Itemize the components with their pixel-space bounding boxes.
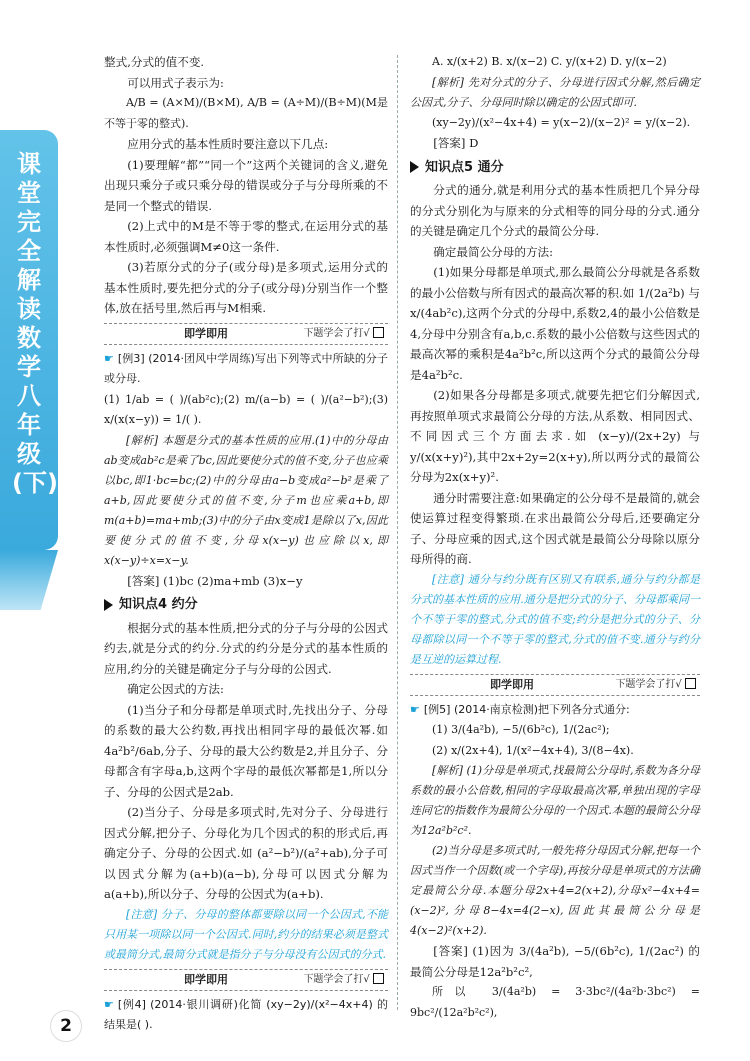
knowledge-point-4 xyxy=(104,595,388,616)
example-4 xyxy=(104,995,388,1036)
text: (1)当分子和分母都是单项式时,先找出分子、分母的系数的最大公约数,再找出相同字母的最低次幂.如 4a²b²/6ab,分子、分母的最大公约数是2,并且分子、分母都含有字母a,b,这两个字母的最低次幂都是1,所以分子、分母的公因式是2ab. xyxy=(104,702,388,799)
triangle-icon xyxy=(410,161,419,173)
text: 应用分式的基本性质时要注意以下几点: xyxy=(127,137,329,151)
bar-hint-text: 下题学会了打√ xyxy=(303,327,370,339)
example-3-analysis: [解析] 本题是分式的基本性质的应用.(1)中的分母由ab变成ab²c是乘了bc,因此要使分式的值不变,分子也应乘以bc,即1·bc=bc;(2)中的分母由a−b变成a²−b²是乘了a+b,因此要使分式的值不变,分子m也应乘a+b,即m(a+b)=ma+mb;(3)中的分子由x变成1是除以了x,因此要使分式的值不变,分母x(x−y)也应除以x,即x(x−y)÷x=x−y. xyxy=(104,433,388,567)
checkbox-icon[interactable] xyxy=(685,678,696,689)
text: 通分时需要注意:如果确定的公分母不是最简的,就会使运算过程变得繁琐.在求出最简公分母后,还要确定分子、分母应乘的因式,这个因式就是最简公分母除以原分母所得的商. xyxy=(410,490,700,566)
example-3 xyxy=(104,349,388,390)
knowledge-point-5 xyxy=(410,158,700,179)
example-5-analysis-2: (2)当分母是多项式时,一般先将分母因式分解,把每一个因式当作一个因数(或一个字母),再按分母是单项式的方法确定最简公分母.本题分母2x+4=2(x+2),分母x²−4x+4=(x−2)²,分母8−4x=4(2−x),因此其最简公分母是4(x−2)²(x+2). xyxy=(410,844,700,937)
bar-hint-text: 下题学会了打√ xyxy=(615,678,682,690)
example-5 xyxy=(410,700,700,721)
text: (2)如果各分母都是多项式,就要先把它们分解因式,再按照单项式求最简公分母的方法,从系数、相同因式、不同因式三个方面去求.如 (x−y)/(2x+2y) 与 y/(x(x+y)²),其中2x+2y=2(x+y),所以两分式的最简公分母为2x(x+y)². xyxy=(410,388,700,484)
example-3-answer: [答案] (1)bc (2)ma+mb (3)x−y xyxy=(127,573,303,588)
bar-label: 即学即用 xyxy=(490,677,534,691)
right-column xyxy=(410,52,700,1023)
example-4-answer: [答案] D xyxy=(433,136,479,150)
bar-hint xyxy=(303,324,384,344)
sidebar xyxy=(0,0,62,1061)
pointer-icon: ☛ xyxy=(104,351,114,365)
bar-hint-text: 下题学会了打√ xyxy=(303,973,370,985)
text: 整式,分式的值不变. xyxy=(104,55,205,69)
text: 根据分式的基本性质,把分式的分子与分母的公因式约去,就是分式的约分.分式的约分是分式的基本性质的应用,约分的关键是确定分子与分母的公因式. xyxy=(104,620,388,676)
sidebar-title: 课堂完全解读 数学 八年级(下) xyxy=(12,150,58,497)
checkbox-icon[interactable] xyxy=(373,327,384,338)
pointer-icon: ☛ xyxy=(410,702,420,716)
bar-hint xyxy=(303,970,384,990)
example-4-title: [例4] (2014·银川调研)化简 (xy−2y)/(x²−4x+4) 的结果是( ). xyxy=(104,997,388,1031)
column-divider xyxy=(397,55,398,1010)
text: 可以用式子表示为: xyxy=(127,75,224,90)
page-number: 2 xyxy=(50,1010,82,1042)
triangle-icon xyxy=(104,599,113,611)
left-column xyxy=(104,52,388,1036)
bar-hint xyxy=(615,675,696,695)
knowledge-point-5-title: 知识点5 通分 xyxy=(425,159,504,175)
note: [注意] 通分与约分既有区别又有联系,通分与约分都是分式的基本性质的应用.通分是把分式的分子、分母都乘同一个不等于零的整式,分式的值不变;约分是把分式的分子、分母都除以同一个不等于零的整式,分式的值不变.通分与约分是互逆的运算过程. xyxy=(410,572,700,666)
text: (2)当分子、分母是多项式时,先对分子、分母进行因式分解,把分子、分母化为几个因式的积的形式后,再确定分子、分母的公因式.如 (a²−b²)/(a²+ab),分子可以因式分解为(a+b)(a−b),分母可以因式分解为a(a+b),所以分子、分母的公因式为(a+b). xyxy=(104,805,388,901)
example-3-question: (1) 1/ab = ( )/(ab²c);(2) m/(a−b) = ( )/(a²−b²);(3) x/(x(x−y)) = 1/( ). xyxy=(104,392,388,426)
example-5-title: [例5] (2014·南京检测)把下列各分式通分: xyxy=(423,702,630,716)
text: (1)要理解“都”“同一个”这两个关键词的含义,避免出现只乘分子或只乘分母的错误或分子与分母所乘的不是同一个整式的错误. xyxy=(104,157,388,213)
text: (1)如果分母都是单项式,那么最简公分母就是各系数的最小公倍数与所有因式的最高次幂的积.如 1/(2a²b) 与 x/(4ab²c),这两个分式的分母中,系数2,4的最小公倍数是4,分母中分别含有a,b,c.系数的最小公倍数与这些因式的最高次幂的乘积是4a²b²c,所以这两个分式的最简公分母是4a²b²c. xyxy=(410,265,700,382)
example-5-answer-2: 所以 3/(4a²b) = 3·3bc²/(4a²b·3bc²) = 9bc²/(12a²b²c²), xyxy=(410,985,700,1019)
text: 确定最简公分母的方法: xyxy=(433,244,554,259)
practice-bar xyxy=(104,969,388,991)
text: (2)上式中的M是不等于零的整式,在运用分式的基本性质时,必须强调M≠0这一条件. xyxy=(104,219,388,254)
text: 确定公因式的方法: xyxy=(127,682,224,696)
knowledge-point-4-title: 知识点4 约分 xyxy=(119,597,198,612)
practice-bar xyxy=(104,323,388,345)
example-5-question-2: (2) x/(2x+4), 1/(x²−4x+4), 3/(8−4x). xyxy=(432,743,634,757)
text: 分式的通分,就是利用分式的基本性质把几个异分母的分式分别化为与原来的分式相等的同分母的分式.通分的关键是确定几个分式的最简公分母. xyxy=(410,183,700,238)
example-5-answer: [答案] (1)因为 3/(4a²b), −5/(6b²c), 1/(2ac²) 的最简公分母是12a²b²c², xyxy=(410,944,700,979)
note: [注意] 分子、分母的整体都要除以同一个公因式,不能只用某一项除以同一个公因式.同时,约分的结果必须是整式或最简分式,最简分式就是指分子与分母没有公因式的分式. xyxy=(104,907,388,961)
practice-bar xyxy=(410,674,700,696)
example-5-analysis: [解析] (1)分母是单项式,找最简公分母时,系数为各分母系数的最小公倍数,相同的字母取最高次幂,单独出现的字母连同它的指数作为最简公分母的一个因式.本题的最简公分母为12a²b²c². xyxy=(410,764,700,837)
example-4-analysis: [解析] 先对分式的分子、分母进行因式分解,然后确定公因式,分子、分母同时除以确定的公因式即可. xyxy=(410,75,700,109)
checkbox-icon[interactable] xyxy=(373,973,384,984)
bar-label: 即学即用 xyxy=(184,326,228,340)
formula: (xy−2y)/(x²−4x+4) = y(x−2)/(x−2)² = y/(x−2). xyxy=(432,115,691,129)
bar-label: 即学即用 xyxy=(184,972,228,986)
pointer-icon: ☛ xyxy=(104,997,114,1011)
text: (3)若原分式的分子(或分母)是多项式,运用分式的基本性质时,要先把分式的分子(或分母)分别当作一个整体,放在括号里,然后再与M相乘. xyxy=(104,260,388,315)
sidebar-wave xyxy=(0,550,58,610)
formula: A/B = (A×M)/(B×M), A/B = (A÷M)/(B÷M)(M是不等于零的整式). xyxy=(104,96,388,130)
example-3-title: [例3] (2014·团风中学周练)写出下列等式中所缺的分子或分母. xyxy=(104,351,388,385)
example-5-question-1: (1) 3/(4a²b), −5/(6b²c), 1/(2ac²); xyxy=(432,723,610,736)
example-4-options: A. x/(x+2) B. x/(x−2) C. y/(x+2) D. y/(x−2) xyxy=(432,55,667,68)
